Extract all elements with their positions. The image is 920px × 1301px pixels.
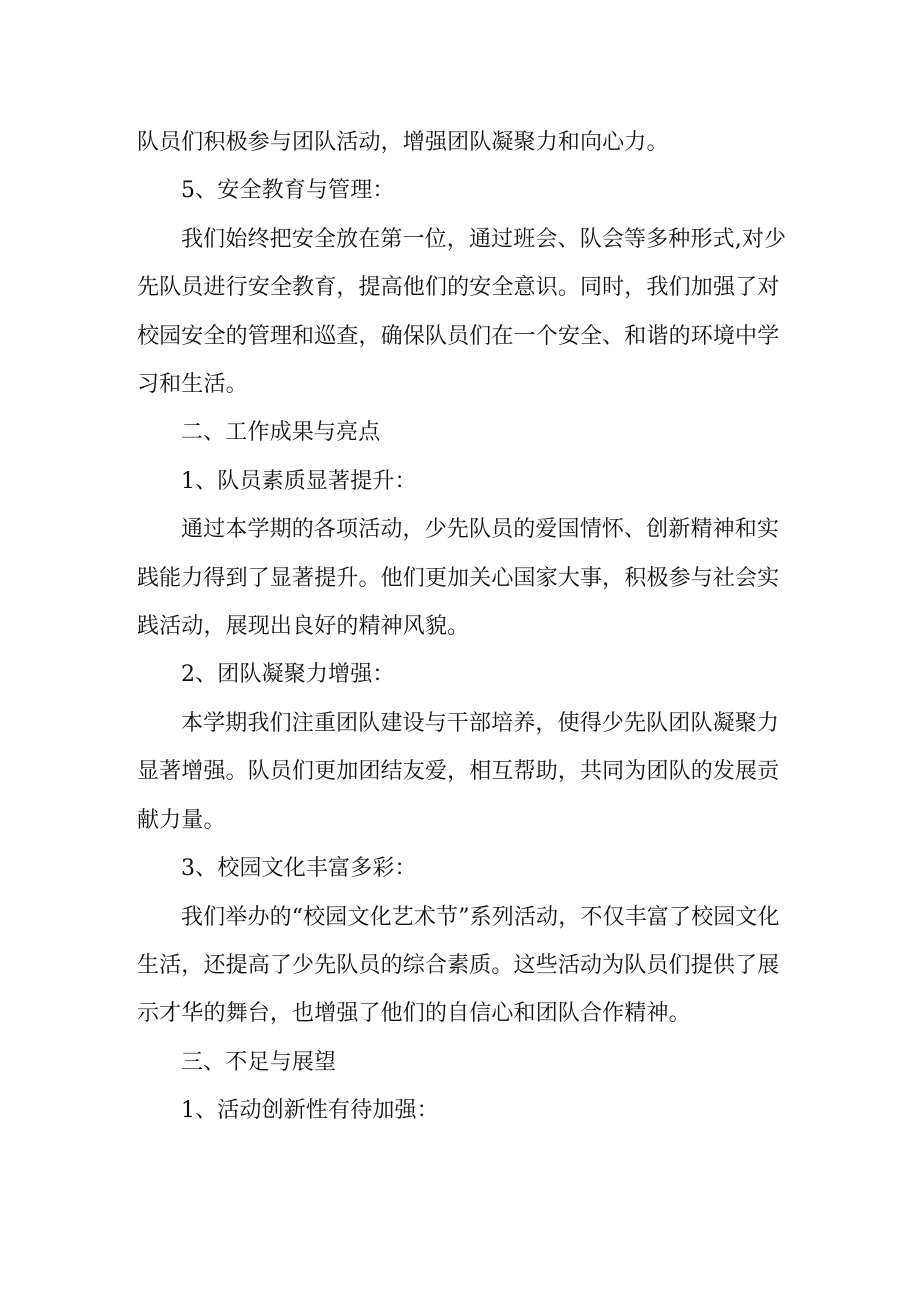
paragraph-member-quality: 通过本学期的各项活动，少先队员的爱国情怀、创新精神和实践能力得到了显著提升。他们更加关心国家大事，积极参与社会实践活动，展现出良好的精神风貌。 [137,517,780,640]
paragraph-safety-education: 我们始终把安全放在第一位，通过班会、队会等多种形式,对少先队员进行安全教育，提高他们的安全意识。同时，我们加强了对校园安全的管理和巡查，确保队员们在一个安全、和谐的环境中学习和生活。 [137,226,787,398]
paragraph-team-cohesion: 本学期我们注重团队建设与干部培养，使得少先队团队凝聚力显著增强。队员们更加团结友爱，相互帮助，共同为团队的发展贡献力量。 [137,710,780,833]
heading-team-cohesion: 2、团队凝聚力增强： [181,662,395,688]
heading-activity-innovation: 1、活动创新性有待加强： [181,1098,439,1124]
heading-safety-education: 5、安全教育与管理： [181,178,395,204]
paragraph-campus-culture: 我们举办的“校园文化艺术节”系列活动，不仅丰富了校园文化生活，还提高了少先队员的综合素质。这些活动为队员们提供了展示才华的舞台，也增强了他们的自信心和团队合作精神。 [137,904,780,1027]
heading-campus-culture: 3、校园文化丰富多彩： [181,856,417,882]
heading-section-three: 三、不足与展望 [181,1049,337,1075]
paragraph-continuation: 队员们积极参与团队活动，增强团队凝聚力和向心力。 [137,130,669,155]
heading-member-quality: 1、队员素质显著提升： [181,468,417,494]
document-body [137,119,797,1136]
heading-section-two: 二、工作成果与亮点 [181,420,381,446]
